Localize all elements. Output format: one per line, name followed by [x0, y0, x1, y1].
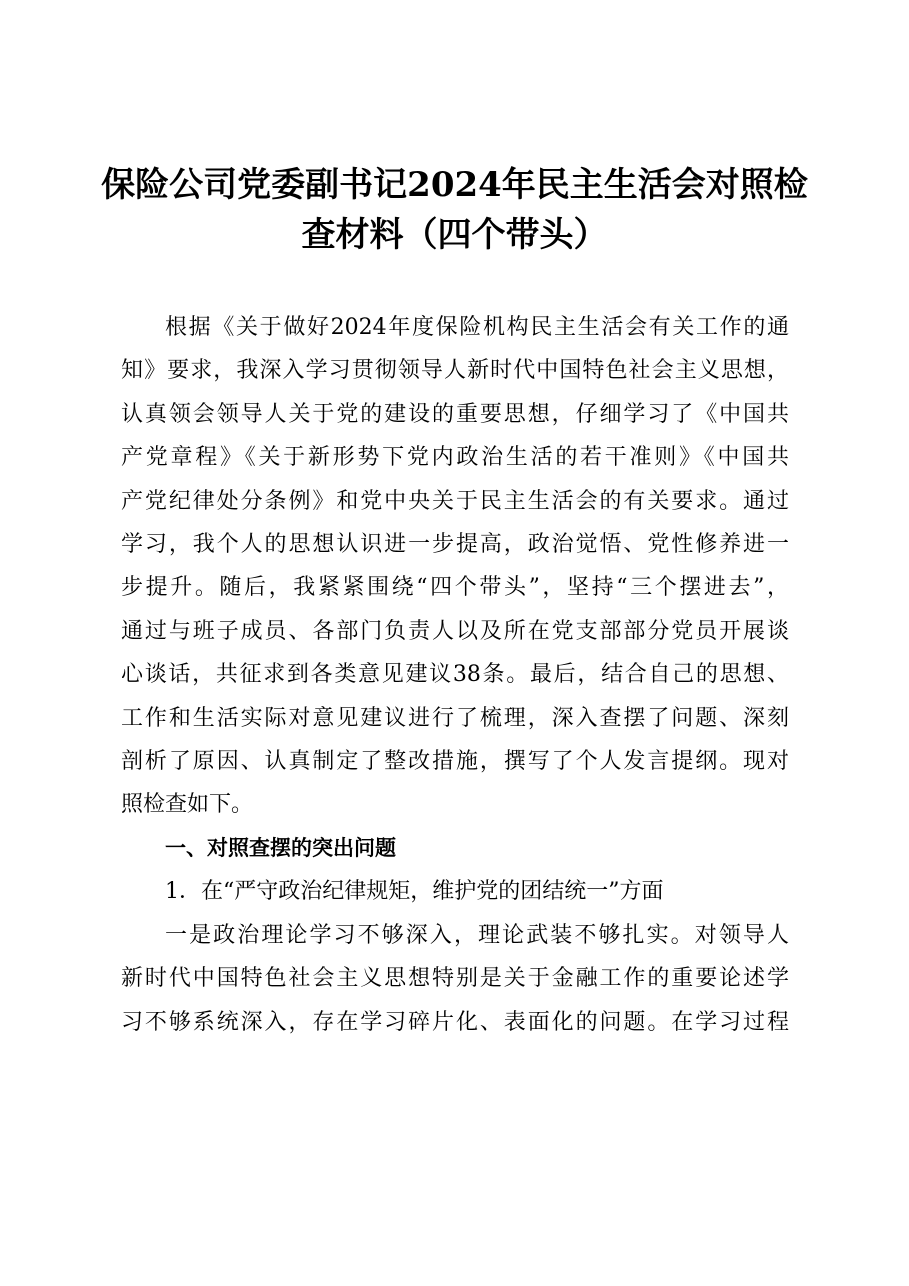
point-line-2: 新时代中国特色社会主义思想特别是关于金融工作的重要论述学 [121, 966, 789, 992]
intro-line-9: 心谈话，共征求到各类意见建议38条。最后，结合自己的思想、 [121, 662, 789, 688]
title-line-2: 查材料（四个带头） [301, 215, 608, 255]
intro-line-2: 知》要求，我深入学习贯彻领导人新时代中国特色社会主义思想， [121, 358, 789, 384]
intro-line-4: 产党章程》《关于新形势下党内政治生活的若干准则》《中国共 [121, 445, 789, 471]
intro-line-1: 根据《关于做好2024年度保险机构民主生活会有关工作的通 [165, 315, 789, 340]
intro-line-7: 步提升。随后，我紧紧围绕“四个带头”，坚持“三个摆进去”， [121, 575, 789, 601]
point-line-3: 习不够系统深入，存在学习碎片化、表面化的问题。在学习过程 [121, 1009, 789, 1035]
intro-line-6: 学习，我个人的思想认识进一步提高，政治觉悟、党性修养进一 [121, 532, 789, 558]
intro-line-11: 剖析了原因、认真制定了整改措施，撰写了个人发言提纲。现对 [121, 749, 789, 775]
point-line-1: 一是政治理论学习不够深入，理论武装不够扎实。对领导人 [165, 922, 789, 948]
document-title [100, 160, 809, 260]
subsection-heading: 1．在“严守政治纪律规矩，维护党的团结统一”方面 [165, 879, 664, 905]
section-heading: 一、对照查摆的突出问题 [165, 835, 396, 860]
point-paragraph [121, 914, 789, 1044]
intro-line-10: 工作和生活实际对意见建议进行了梳理，深入查摆了问题、深刻 [121, 705, 789, 731]
title-line-1: 保险公司党委副书记2024年民主生活会对照检 [101, 165, 808, 205]
intro-line-8: 通过与班子成员、各部门负责人以及所在党支部部分党员开展谈 [121, 618, 789, 644]
document-body [121, 306, 789, 1044]
intro-line-5: 产党纪律处分条例》和党中央关于民主生活会的有关要求。通过 [121, 488, 789, 514]
intro-paragraph [121, 306, 789, 827]
intro-line-12: 照检查如下。 [121, 792, 254, 818]
intro-line-3: 认真领会领导人关于党的建设的重要思想，仔细学习了《中国共 [121, 401, 789, 427]
